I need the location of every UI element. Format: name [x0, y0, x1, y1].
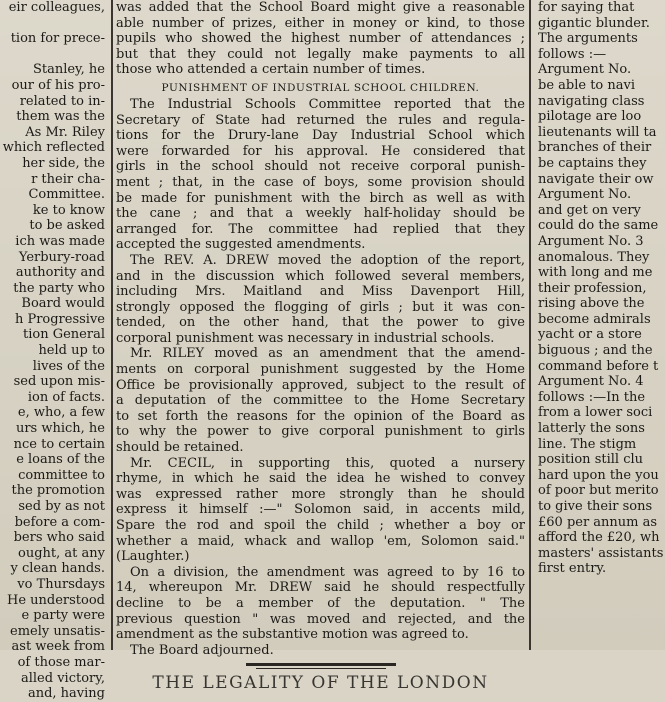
text-line: afford the £20, wh [538, 530, 660, 546]
text-line: The REV. A. DREW moved the adoption of the report, [130, 252, 525, 268]
left-column [0, 0, 108, 702]
text-line: and get on very [538, 202, 641, 218]
text-line: to give their sons [538, 499, 653, 514]
text-line: ast week from [11, 639, 105, 655]
text-line: Secretary of State had returned the rules and regula- [116, 112, 525, 128]
text-line: Board would [21, 296, 105, 312]
text-line [0, 16, 108, 32]
text-line: committee to [18, 467, 105, 483]
text-line: £60 per annum as [538, 514, 658, 530]
text-line: their profession, [538, 280, 647, 296]
text-line: express it himself :—" Solomon said, in accents mild, [116, 502, 525, 518]
text-line: Argument No. 4 [538, 374, 644, 390]
paragraph-adjourned: The Board adjourned. [130, 642, 274, 658]
text-line: accepted the suggested amendments. [116, 237, 366, 253]
text-line: e, who, a few [17, 405, 105, 421]
text-line: ought, at any [18, 545, 105, 561]
end-rule-thin [256, 668, 386, 669]
text-line: yacht or a store [538, 327, 642, 343]
text-line: urs which, he [15, 421, 105, 437]
text-line: Argument No. [538, 187, 632, 203]
text-line: eir colleagues, [8, 0, 105, 15]
text-line: Spare the rod and spoil the child ; whether a boy or [116, 518, 525, 533]
column-rule-left [111, 0, 113, 650]
text-line: biguous ; and the [538, 343, 653, 359]
text-line: (Laughter.) [116, 549, 190, 565]
text-line: navigate their ow [538, 171, 654, 187]
text-line: our of his pro- [11, 77, 105, 93]
text-line: ments on corporal punishment suggested by the Home [116, 362, 525, 378]
text-line: h Progressive [14, 311, 105, 327]
text-line: The arguments [538, 31, 638, 47]
text-line: line. The stigm [538, 436, 637, 452]
right-column [534, 0, 665, 650]
text-line: held up to [38, 343, 105, 359]
paragraph-division [116, 565, 525, 643]
text-line: Mr. RILEY moved as an amendment that the amend- [130, 346, 525, 362]
text-line: which reflected [2, 140, 105, 156]
text-line: before a com- [14, 514, 105, 530]
text-line: Yerbury-road [18, 249, 105, 265]
text-line: of those mar- [17, 654, 105, 670]
text-line: Argument No. 3 [538, 233, 644, 249]
text-line: able number of prizes, either in money or kind, to those [116, 15, 525, 31]
text-line: rising above the [538, 296, 645, 312]
text-line: were forwarded for his approval. He considered that [116, 143, 525, 159]
text-line: whether a maid, whack and wallop 'em, Solomon said." [116, 533, 525, 549]
text-line: decline to be a member of the deputation. " The [116, 595, 525, 611]
text-line: ke to know [32, 202, 105, 218]
text-line: of poor but merito [538, 483, 659, 499]
text-line: her side, the [22, 155, 105, 171]
text-line [0, 47, 108, 63]
text-line: be captains they [538, 155, 647, 171]
text-line: but that they could not legally make payments to all [116, 46, 525, 62]
text-line: strongly opposed the flogging of girls ; but it was con- [116, 299, 525, 315]
text-line: anomalous. They [538, 249, 650, 265]
paragraph-committee-report [116, 97, 525, 253]
text-line: Committee. [28, 187, 105, 203]
text-line: pilotage are loo [538, 109, 642, 125]
text-line: Stanley, he [32, 62, 105, 78]
text-line: Office be provisionally approved, subject to the result of [116, 377, 525, 393]
text-line: arranged for. The committee had replied that they [116, 221, 525, 237]
text-line: branches of their [538, 140, 652, 156]
text-line: position still clu [538, 452, 644, 468]
text-line: nce to certain [13, 436, 105, 452]
text-line: bers who said [13, 530, 105, 546]
text-line: should be retained. [116, 440, 244, 456]
text-line: those who attended a certain number of times. [116, 62, 426, 78]
text-line: vo Thursdays [17, 576, 105, 592]
text-line: lives of the [32, 358, 105, 374]
paragraph-cecil-rhyme [116, 456, 525, 565]
text-line: authority and [15, 265, 105, 281]
text-line: sed upon mis- [13, 374, 105, 390]
text-line: navigating class [538, 93, 645, 109]
center-column [116, 0, 525, 694]
text-line: He understood [6, 592, 105, 608]
text-line: was expressed rather more strongly than he should [116, 486, 525, 502]
text-line: tended, on the other hand, that the power to give [116, 315, 525, 331]
text-line: follows :—In the [538, 389, 646, 405]
text-line: and, having [27, 686, 105, 702]
text-line: to why the power to give corporal punishment to girls [116, 424, 525, 440]
text-line: tion for prece- [10, 31, 105, 47]
text-line: from a lower soci [538, 405, 653, 421]
text-line: follows :— [538, 46, 607, 62]
text-line: As Mr. Riley [25, 124, 105, 140]
text-line: Argument No. [538, 62, 632, 78]
text-line: was added that the School Board might give a reasonable [116, 0, 525, 15]
text-line: sed by as not [18, 499, 105, 514]
text-line: command before t [538, 358, 659, 374]
text-line: including Mrs. Maitland and Miss Davenport Hill, [116, 284, 525, 300]
text-line: be made for punishment with the birch as well as with [116, 190, 525, 206]
text-line: The Industrial Schools Committee reported that the [130, 96, 525, 112]
text-line: to set forth the reasons for the opinion of the Board as [116, 408, 525, 424]
text-line: the cane ; and that a weekly half-holiday should be [116, 206, 525, 222]
text-line: and in the discussion which followed several members, [116, 268, 525, 284]
text-line: girls in the school should not receive corporal punish- [116, 159, 525, 175]
text-line: could do the same [538, 218, 659, 234]
text-line: latterly the sons [538, 421, 645, 437]
text-line: lieutenants will ta [538, 124, 657, 140]
column-rule-right [529, 0, 531, 650]
text-line: e loans of the [16, 452, 105, 468]
text-line: first entry. [538, 561, 607, 577]
text-line: them was the [16, 109, 105, 125]
end-rule [246, 663, 396, 666]
text-line: previous question " was moved and rejected, and the [116, 611, 525, 627]
text-line: hard upon the you [538, 467, 659, 483]
text-line: rhyme, in which he said the idea he wished to convey [116, 471, 525, 487]
text-line: emely unsatis- [10, 623, 105, 639]
text-line: pupils who showed the highest number of attendances ; [116, 31, 525, 47]
text-line: with long and me [538, 265, 653, 281]
text-line: tions for the Drury-lane Day Industrial School which [116, 128, 525, 144]
text-line: e party were [21, 608, 105, 624]
text-line: ich was made [15, 233, 105, 249]
text-line: 14, whereupon Mr. DREW said he should respectfully [116, 580, 525, 596]
text-line: y clean hands. [10, 561, 105, 577]
text-line: alled victory, [20, 670, 105, 686]
text-line: the party who [13, 280, 105, 296]
text-line: ment ; that, in the case of boys, some provision should [116, 174, 525, 190]
paragraph-riley-amendment [116, 346, 525, 455]
text-line: masters' assistants [538, 545, 664, 561]
text-line: ion of facts. [27, 389, 105, 405]
text-line: be able to navi [538, 77, 636, 93]
text-line: On a division, the amendment was agreed to by 16 to [130, 564, 525, 580]
next-article-heading: THE LEGALITY OF THE LONDON [152, 673, 489, 694]
text-line: to be asked [29, 218, 105, 234]
text-line: amendment as the substantive motion was agreed to. [116, 627, 469, 643]
text-line: related to in- [19, 93, 105, 109]
text-line: corporal punishment was necessary in industrial schools. [116, 330, 495, 346]
section-heading: PUNISHMENT OF INDUSTRIAL SCHOOL CHILDREN. [161, 81, 480, 94]
text-line: Mr. CECIL, in supporting this, quoted a nursery [130, 455, 525, 471]
text-line: for saying that [538, 0, 635, 15]
text-line: become admirals [538, 311, 651, 327]
intro-paragraph [116, 0, 525, 78]
text-line: r their cha- [31, 171, 105, 187]
text-line: gigantic blunder. [538, 15, 650, 31]
paragraph-drew-motion [116, 253, 525, 347]
text-line: tion General [23, 327, 105, 343]
text-line: a deputation of the committee to the Home Secretary [116, 393, 525, 409]
text-line: the promotion [11, 483, 105, 499]
